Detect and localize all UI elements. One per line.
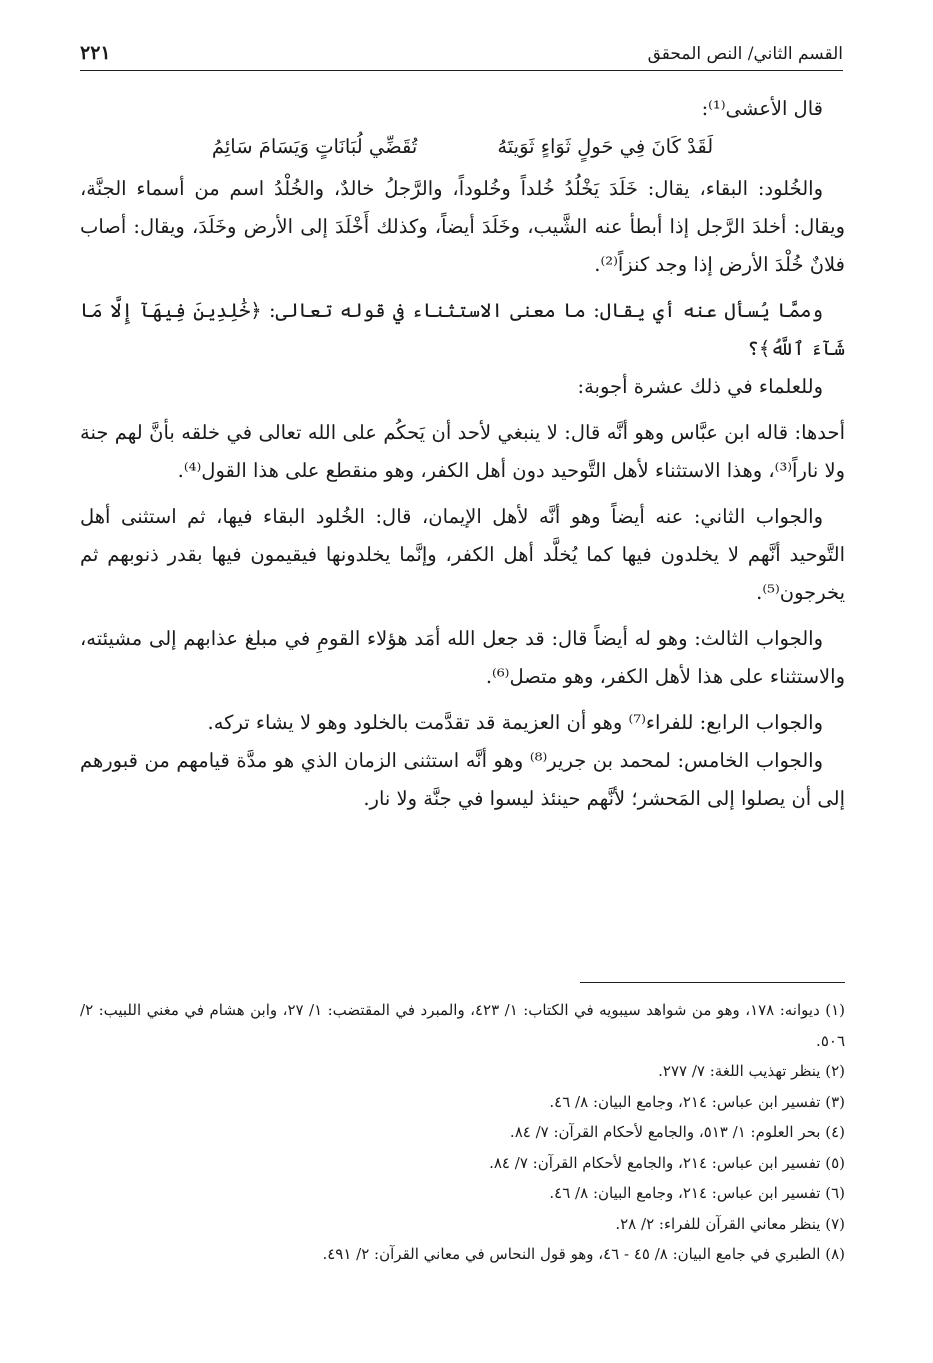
paragraph-answers-intro: وللعلماء في ذلك عشرة أجوبة: (577, 375, 823, 398)
footnote-2: (٢) ينظر تهذيب اللغة: ٧/ ٢٧٧. (658, 1062, 845, 1080)
verse-hemistich-second: تُقَضِّي لُبَانَاتٍ وَيَسَامَ سَائِمُ (211, 135, 418, 158)
footnote-3: (٣) تفسير ابن عباس: ٢١٤، وجامع البيان: ٨/ ٤٦. (549, 1092, 845, 1111)
paragraph-answer-3: والجواب الثالث: وهو له أيضاً قال: قد جعل الله أمَد هؤلاء القومِ في مبلغ عذابهم إلى مشيئته، والاستثناء على هذا لأهل الكفر، وهو متصل⁽⁶⁾. (80, 627, 845, 688)
footnote-6: (٦) تفسير ابن عباس: ٢١٤، وجامع البيان: ٨/ ٤٦. (549, 1184, 845, 1202)
paragraph-intro: قال الأعشى⁽¹⁾: (701, 97, 823, 120)
footnote-divider (580, 982, 845, 983)
footnotes (80, 995, 845, 1270)
running-title: القسم الثاني/ النص المحقق (647, 44, 843, 64)
footnote-4: (٤) بحر العلوم: ١/ ٥١٣، والجامع لأحكام القرآن: ٧/ ٨٤. (509, 1123, 845, 1141)
footnote-8: (٨) الطبري في جامع البيان: ٨/ ٤٥ - ٤٦، وهو قول النحاس في معاني القرآن: ٢/ ٤٩١. (322, 1245, 845, 1263)
footnote-1: (١) ديوانه: ١٧٨، وهو من شواهد سيبويه في الكتاب: ١/ ٤٢٣، والمبرد في المقتضب: ١/ ٢٧، وابن هشام في مغني اللبيب: ٢/ ٥٠٦. (80, 1001, 845, 1050)
footnote-7: (٧) ينظر معاني القرآن للفراء: ٢/ ٢٨. (615, 1214, 845, 1233)
paragraph-question: وممَّا يُسأل عنه أي يقال: ما معنى الاستثناء في قوله تعالى: ﴿خَٰلِدِينَ فِيهَآ إِلَّا مَا شَآءَ ٱللَّهُ﴾؟ (80, 299, 845, 360)
verse-hemistich-first: لَقَدْ كَانَ فِي حَولٍ ثَوَاءٍ ثَوَيتَهُ (497, 135, 714, 158)
paragraph-answer-1: أحدها: قاله ابن عبَّاس وهو أنَّه قال: لا ينبغي لأحد أن يَحكُم على الله تعالى في خلقه بأنَّ لهم جنة ولا ناراً⁽³⁾، وهذا الاستثناء لأهل التَّوحيد دون أهل الكفر، وهو منقطع على هذا القول⁽⁴⁾. (80, 421, 845, 482)
paragraph-answer-2: والجواب الثاني: عنه أيضاً وهو أنَّه لأهل الإيمان، قال: الخُلود البقاء فيها، ثم استثنى أهل التَّوحيد أنَّهم لا يخلدون فيها كما يُخلَّد أهل الكفر، وإنَّما يخلدونها فيقيمون فيها بقدر ذنوبهم ثم يخرجون⁽⁵⁾. (80, 505, 845, 604)
page-number: ٢٢١ (80, 42, 111, 64)
paragraph-khulud: والخُلود: البقاء، يقال: خَلَدَ يَخْلُدُ خُلداً وخُلوداً، والرَّجلُ خالدٌ، والخُلْدُ اسم من أسماء الجنَّة، ويقال: أخلدَ الرَّجل إذا أبطأ عنه الشَّيب، وخَلَدَ أيضاً، وكذلك أَخْلَدَ إلى الأرض وخَلَدَ، ويقال: أصاب فلانٌ خُلْدَ الأرض إذا وجد كنزاً⁽²⁾. (80, 177, 845, 276)
paragraph-answer-5: والجواب الخامس: لمحمد بن جرير⁽⁸⁾ وهو أنَّه استثنى الزمان الذي هو مدَّة قيامهم من قبورهم إلى أن يصلوا إلى المَحشر؛ لأنَّهم حينئذ ليسوا في جنَّة ولا نار. (80, 749, 845, 810)
paragraph-answer-4: والجواب الرابع: للفراء⁽⁷⁾ وهو أن العزيمة قد تقدَّمت بالخلود وهو لا يشاء تركه. (207, 711, 823, 734)
main-text (80, 90, 845, 826)
page-header (80, 40, 843, 71)
poetry-verse (80, 128, 845, 166)
footnote-5: (٥) تفسير ابن عباس: ٢١٤، والجامع لأحكام القرآن: ٧/ ٨٤. (489, 1153, 845, 1172)
